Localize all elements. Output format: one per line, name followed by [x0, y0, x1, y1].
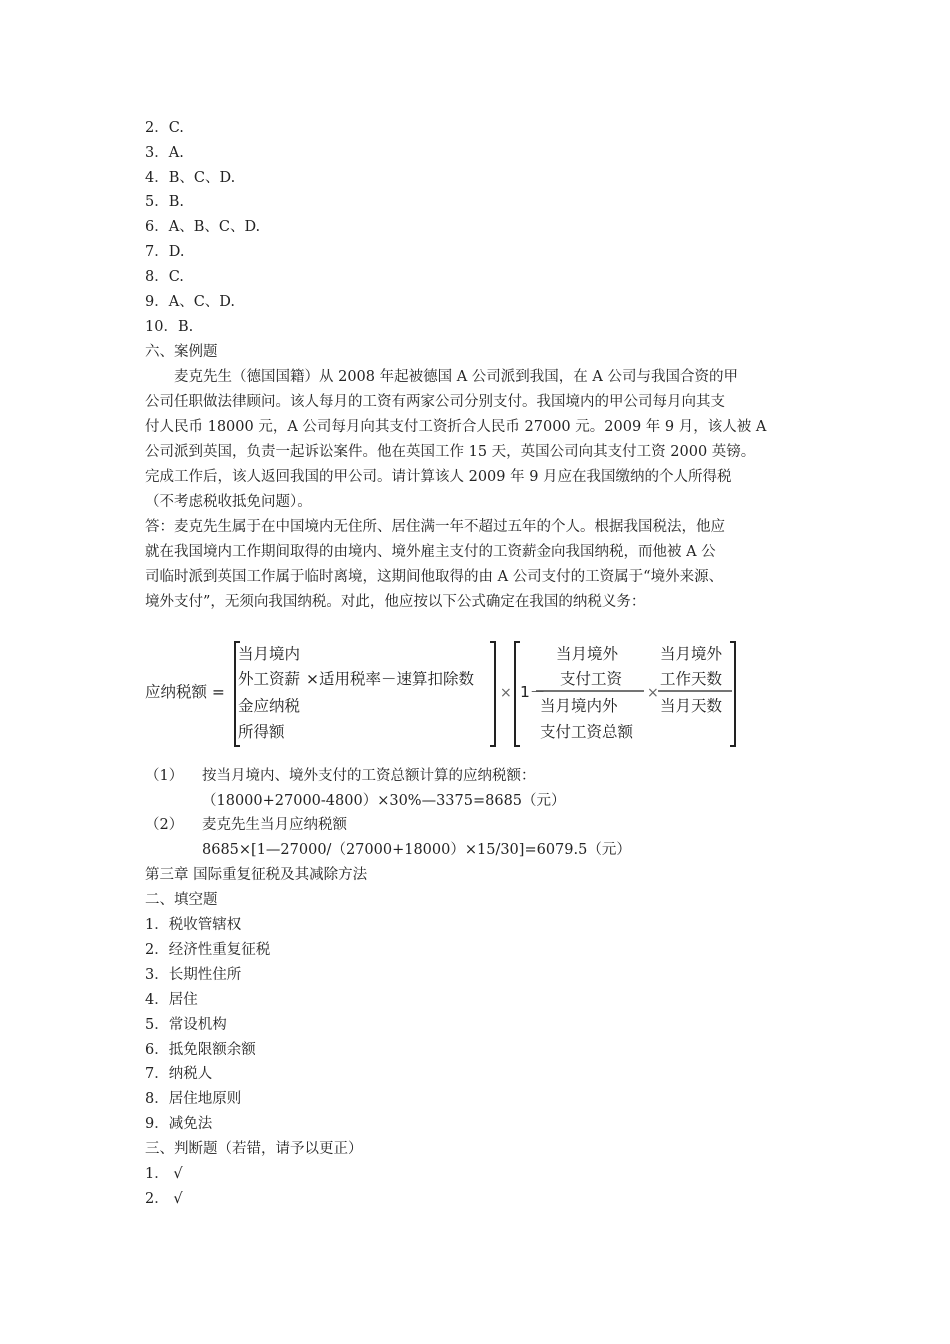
- fill-item: 4．居住: [145, 992, 198, 1008]
- formula-bracket-text: 外工资薪: [238, 670, 301, 688]
- calc-step-text: 麦克先生当月应纳税额: [202, 817, 347, 833]
- formula-bracket-right: [490, 642, 495, 746]
- case-paragraph-line: 公司任职做法律顾问。该人每月的工资有两家公司分别支付。我国境内的甲公司每月向其支: [145, 394, 725, 410]
- answer-item: 2．C.: [145, 120, 184, 136]
- fill-item: 6．抵免限额余额: [145, 1042, 256, 1058]
- formula-num: 支付工资: [560, 670, 623, 688]
- judge-item: 2． √: [145, 1191, 183, 1207]
- answer-item: 7．D.: [145, 244, 185, 260]
- calc-step-expr: （18000+27000-4800）×30%—3375=8685（元）: [202, 793, 566, 809]
- fill-item: 5．常设机构: [145, 1017, 227, 1033]
- answer-item: 4．B、C、D.: [145, 170, 236, 186]
- fill-item: 9．减免法: [145, 1116, 213, 1132]
- answer-item: 6．A、B、C、D.: [145, 219, 261, 235]
- formula-one-minus: 1－: [520, 683, 546, 701]
- formula-den: 支付工资总额: [540, 723, 634, 741]
- answer-item: 10．B.: [145, 319, 194, 335]
- formula-times-2: ×: [647, 685, 659, 701]
- case-paragraph-line: （不考虑税收抵免问题）。: [145, 494, 312, 510]
- answer-item: 5．B.: [145, 194, 184, 210]
- formula-lhs: 应纳税额 =: [145, 683, 225, 701]
- section-heading-judge: 三、判断题（若错，请予以更正）: [145, 1141, 363, 1157]
- answer-paragraph-line: 答：麦克先生属于在中国境内无住所、居住满一年不超过五年的个人。根据我国税法，他应: [145, 519, 725, 535]
- judge-item: 1． √: [145, 1166, 183, 1182]
- formula-rate-expr: ×适用税率－速算扣除数: [306, 670, 474, 688]
- calc-step-text: 按当月境内、境外支付的工资总额计算的应纳税额：: [202, 768, 536, 784]
- fill-item: 3．长期性住所: [145, 967, 242, 983]
- chapter-title: 第三章 国际重复征税及其减除方法: [145, 867, 368, 883]
- case-paragraph-line: 麦克先生（德国国籍）从 2008 年起被德国 A 公司派到我国，在 A 公司与我国合资的甲: [145, 369, 738, 385]
- case-paragraph-line: 完成工作后，该人返回我国的甲公司。请计算该人 2009 年 9 月应在我国缴纳的个人所得税: [145, 469, 732, 485]
- formula-frac2-num: 工作天数: [660, 670, 723, 688]
- tax-formula: [140, 636, 760, 752]
- answer-item: 8．C.: [145, 269, 184, 285]
- formula-bracket-right-2: [730, 642, 735, 746]
- section-heading-fill: 二、填空题: [145, 892, 218, 908]
- answer-item: 9．A、C、D.: [145, 294, 236, 310]
- calc-step-expr: 8685×[1—27000/（27000+18000）×15/30]=6079.5（元）: [202, 842, 631, 858]
- formula-frac2-num: 当月境外: [660, 645, 723, 663]
- case-paragraph-line: 公司派到英国，负责一起诉讼案件。他在英国工作 15 天，英国公司向其支付工资 2000 英镑。: [145, 444, 756, 460]
- fill-item: 7．纳税人: [145, 1066, 213, 1082]
- formula-bracket-text: 当月境内: [238, 645, 301, 663]
- answer-paragraph-line: 境外支付”，无须向我国纳税。对此，他应按以下公式确定在我国的纳税义务：: [145, 594, 646, 610]
- section-heading-case: 六、案例题: [145, 344, 218, 360]
- fill-item: 8．居住地原则: [145, 1091, 242, 1107]
- formula-frac2-den: 当月天数: [660, 697, 723, 715]
- fill-item: 1．税收管辖权: [145, 917, 242, 933]
- answer-item: 3．A.: [145, 145, 184, 161]
- answer-paragraph-line: 就在我国境内工作期间取得的由境内、境外雇主支付的工资薪金向我国纳税，而他被 A 公: [145, 544, 716, 560]
- formula-num: 当月境外: [556, 645, 619, 663]
- fill-item: 2．经济性重复征税: [145, 942, 271, 958]
- answer-paragraph-line: 司临时派到英国工作属于临时离境，这期间他取得的由 A 公司支付的工资属于“境外来源、: [145, 569, 724, 585]
- formula-times: ×: [500, 685, 512, 701]
- case-paragraph-line: 付人民币 18000 元，A 公司每月向其支付工资折合人民币 27000 元。2009 年 9 月，该人被 A: [145, 419, 767, 435]
- formula-bracket-text: 所得额: [238, 723, 285, 741]
- formula-bracket-text: 金应纳税: [238, 697, 301, 715]
- calc-step-label: （1）: [145, 768, 184, 784]
- formula-den: 当月境内外: [540, 697, 618, 715]
- calc-step-label: （2）: [145, 817, 184, 833]
